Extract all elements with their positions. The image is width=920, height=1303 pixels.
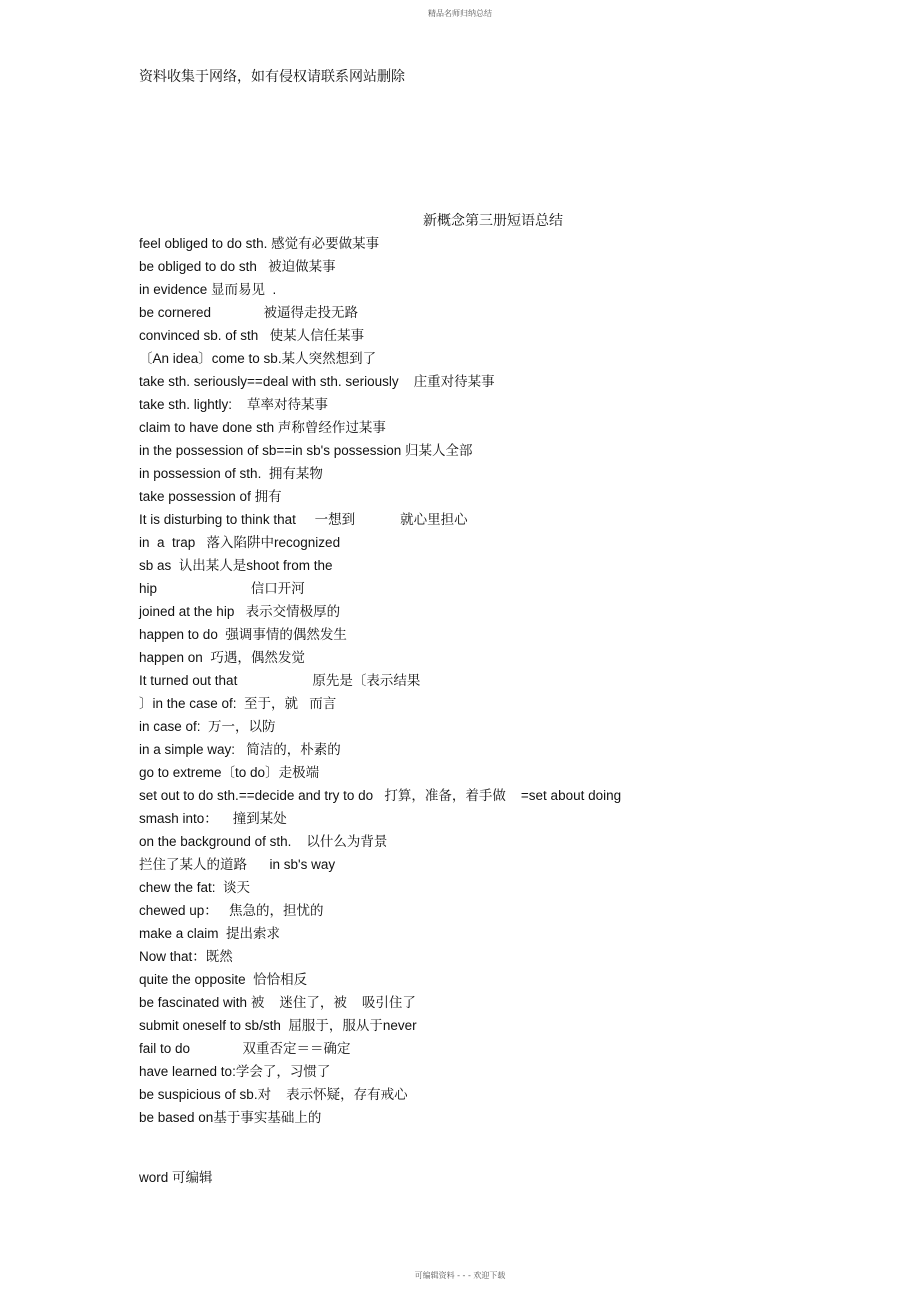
copyright-notice: 资料收集于网络，如有侵权请联系网站删除 [139,69,405,85]
list-item: on the background of sth. 以什么为背景 [139,834,388,849]
list-item: claim to have done sth 声称曾经作过某事 [139,420,386,435]
page-footer: 可编辑资料 - - - 欢迎下载 [414,1271,506,1280]
phrase-list [139,232,779,1129]
list-item: have learned to:学会了，习惯了 [139,1064,331,1079]
list-item: be based on基于事实基础上的 [139,1110,322,1125]
list-item: feel obliged to do sth. 感觉有必要做某事 [139,236,380,251]
list-item: fail to do 双重否定＝＝确定 [139,1041,351,1056]
list-item: Now that：既然 [139,949,233,964]
editable-note: word 可编辑 [139,1170,213,1185]
list-item: joined at the hip 表示交情极厚的 [139,604,341,619]
list-item: in a trap 落入陷阱中recognized [139,535,341,550]
list-item: be suspicious of sb.对 表示怀疑，存有戒心 [139,1087,408,1102]
list-item: in possession of sth. 拥有某物 [139,466,323,481]
list-item: go to extreme〔to do〕走极端 [139,765,320,780]
list-item: be cornered 被逼得走投无路 [139,305,359,320]
list-item: smash into： 撞到某处 [139,811,287,826]
list-item: sb as 认出某人是shoot from the [139,558,333,573]
list-item: make a claim 提出索求 [139,926,281,941]
list-item: 〕in the case of: 至于，就 而言 [139,696,337,711]
list-item: in a simple way: 简洁的，朴素的 [139,742,341,757]
list-item: chewed up： 焦急的，担忧的 [139,903,324,918]
list-item: happen on 巧遇，偶然发觉 [139,650,305,665]
list-item: be fascinated with 被 迷住了，被 吸引住了 [139,995,416,1010]
list-item: submit oneself to sb/sth 屈服于，服从于never [139,1018,417,1033]
list-item: in case of: 万一，以防 [139,719,276,734]
list-item: 〔An idea〕come to sb.某人突然想到了 [139,351,377,366]
list-item: convinced sb. of sth 使某人信任某事 [139,328,365,343]
list-item: 拦住了某人的道路 in sb's way [139,857,336,872]
list-item: set out to do sth.==decide and try to do 打算，准备，着手做 =set about doing [139,788,622,803]
list-item: be obliged to do sth 被迫做某事 [139,259,336,274]
list-item: take possession of 拥有 [139,489,282,504]
list-item: take sth. lightly: 草率对待某事 [139,397,329,412]
list-item: in the possession of sb==in sb's possession 归某人全部 [139,443,473,458]
list-item: quite the opposite 恰恰相反 [139,972,308,987]
list-item: happen to do 强调事情的偶然发生 [139,627,347,642]
list-item: hip 信口开河 [139,581,305,596]
list-item: take sth. seriously==deal with sth. seriously 庄重对待某事 [139,374,495,389]
page-header: 精品名师归纳总结 [428,9,492,18]
list-item: It is disturbing to think that 一想到 就心里担心 [139,512,468,527]
list-item: It turned out that 原先是〔表示结果 [139,673,421,688]
page-title: 新概念第三册短语总结 [423,213,563,229]
list-item: chew the fat: 谈天 [139,880,251,895]
list-item: in evidence 显而易见 . [139,282,277,297]
